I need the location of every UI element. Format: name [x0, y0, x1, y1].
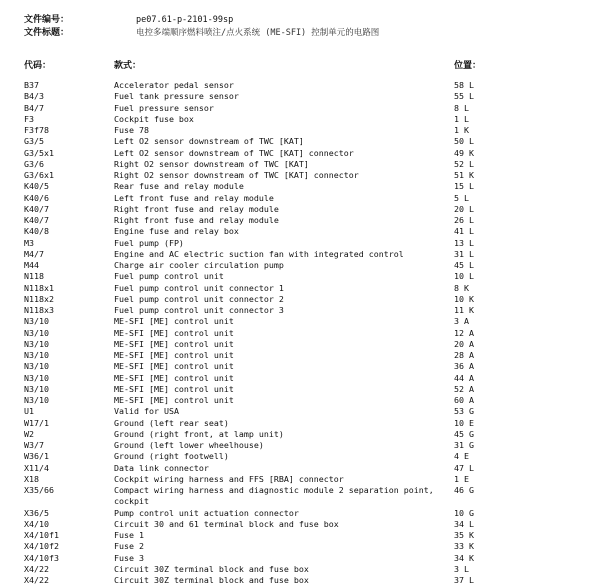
row-code: F3f78	[24, 125, 49, 135]
table-row	[0, 114, 605, 125]
row-position: 1 K	[454, 125, 469, 135]
table-row	[0, 148, 605, 159]
row-position: 50 L	[454, 136, 474, 147]
row-name: Right front fuse and relay module	[114, 203, 279, 214]
table-row	[0, 350, 605, 361]
column-header-name: 款式：	[114, 61, 142, 71]
row-code: N3/10	[24, 361, 49, 372]
row-name: Fuel pump (FP)	[114, 237, 184, 248]
row-code: X4/10f2	[24, 541, 59, 552]
column-header-code: 代码：	[24, 61, 52, 71]
row-position: 3 A	[454, 316, 469, 327]
row-name: Right O2 sensor downstream of TWC [KAT] connector	[114, 170, 359, 180]
table-row	[0, 193, 605, 204]
row-position: 35 K	[454, 530, 474, 540]
row-code: X4/10f1	[24, 530, 59, 540]
row-code: N118x1	[24, 282, 54, 293]
row-code: X18	[24, 473, 39, 484]
row-name: Rear fuse and relay module	[114, 181, 244, 192]
row-position: 20 L	[454, 203, 474, 214]
row-position: 44 A	[454, 372, 474, 383]
row-code: K40/6	[24, 192, 49, 203]
row-code: K40/8	[24, 226, 49, 237]
row-code: X4/10f3	[24, 552, 59, 563]
table-row	[0, 474, 605, 485]
row-name: ME-SFI [ME] control unit	[114, 338, 234, 349]
row-code: M3	[24, 237, 34, 248]
row-name: ME-SFI [ME] control unit	[114, 350, 234, 360]
table-row	[0, 260, 605, 271]
table-row	[0, 181, 605, 192]
row-position: 28 A	[454, 350, 474, 360]
row-position: 49 K	[454, 147, 474, 158]
row-position: 33 K	[454, 541, 474, 552]
row-code: N118x3	[24, 305, 54, 315]
row-position: 52 L	[454, 158, 474, 169]
row-code: W17/1	[24, 417, 49, 428]
row-code: G3/5	[24, 136, 44, 147]
table-row	[0, 249, 605, 260]
row-name: Fuel pump control unit	[114, 271, 224, 282]
table-row	[0, 575, 605, 586]
row-code: X36/5	[24, 507, 49, 518]
row-name: Left O2 sensor downstream of TWC [KAT]	[114, 136, 304, 147]
row-name: Right O2 sensor downstream of TWC [KAT]	[114, 158, 309, 169]
table-row	[0, 283, 605, 294]
row-position: 34 K	[454, 552, 474, 563]
row-position: 58 L	[454, 80, 474, 90]
column-headers	[0, 58, 605, 70]
row-name: Fuse 2	[114, 541, 144, 552]
row-position: 41 L	[454, 226, 474, 237]
table-row	[0, 125, 605, 136]
row-name: Left O2 sensor downstream of TWC [KAT] connector	[114, 147, 354, 158]
file-title-label: 文件标题：	[24, 28, 70, 38]
row-position: 34 L	[454, 518, 474, 529]
row-name: Engine fuse and relay box	[114, 226, 239, 237]
row-name: ME-SFI [ME] control unit	[114, 383, 234, 394]
file-title-value: 电控多端顺序燃料喷注/点火系统 (ME-SFI) 控制单元的电路图	[136, 28, 380, 38]
row-name: Ground (left rear seat)	[114, 417, 229, 428]
row-code: W2	[24, 428, 34, 439]
table-row	[0, 136, 605, 147]
table-row	[0, 91, 605, 102]
table-row	[0, 451, 605, 462]
row-position: 8 K	[454, 282, 469, 293]
row-name: Fuel pump control unit connector 3	[114, 305, 284, 315]
row-code: N3/10	[24, 383, 49, 394]
row-position: 1 E	[454, 473, 469, 484]
row-position: 31 L	[454, 248, 474, 259]
table-row	[0, 406, 605, 417]
row-name: ME-SFI [ME] control unit	[114, 327, 234, 338]
row-position: 51 K	[454, 170, 474, 180]
row-position: 26 L	[454, 215, 474, 225]
row-position: 10 K	[454, 293, 474, 304]
row-position: 8 L	[454, 102, 469, 113]
row-name: ME-SFI [ME] control unit	[114, 395, 234, 405]
table-row	[0, 328, 605, 339]
table-row	[0, 305, 605, 316]
row-code: N118	[24, 271, 44, 282]
row-name: Cockpit fuse box	[114, 113, 194, 124]
row-code: M4/7	[24, 248, 44, 259]
row-position: 1 L	[454, 113, 469, 124]
row-name: Compact wiring harness and diagnostic module 2 separation point, cockpit	[114, 485, 434, 507]
table-row	[0, 215, 605, 226]
row-code: K40/7	[24, 203, 49, 214]
table-row	[0, 440, 605, 451]
row-position: 10 L	[454, 271, 474, 282]
row-position: 45 L	[454, 260, 474, 270]
table-row	[0, 429, 605, 440]
table-row	[0, 463, 605, 474]
table-row	[0, 541, 605, 552]
table-row	[0, 373, 605, 384]
file-number-line	[24, 14, 233, 26]
row-code: X4/10	[24, 518, 49, 529]
table-row	[0, 80, 605, 91]
row-code: B4/7	[24, 102, 44, 113]
row-name: Left front fuse and relay module	[114, 192, 274, 203]
row-position: 46 G	[454, 485, 474, 495]
row-code: G3/6	[24, 158, 44, 169]
row-code: N3/10	[24, 350, 49, 360]
row-name: Right front fuse and relay module	[114, 215, 279, 225]
row-name: Pump control unit actuation connector	[114, 507, 299, 518]
row-code: X4/22	[24, 563, 49, 574]
row-name: Fuel pump control unit connector 2	[114, 293, 284, 304]
row-position: 45 G	[454, 428, 474, 439]
row-position: 37 L	[454, 575, 474, 585]
row-position: 4 E	[454, 451, 469, 462]
row-position: 5 L	[454, 192, 469, 203]
table-row	[0, 238, 605, 249]
row-name: Ground (right footwell)	[114, 451, 229, 462]
row-name: Fuse 1	[114, 530, 144, 540]
row-name: Accelerator pedal sensor	[114, 80, 234, 90]
table-row	[0, 485, 605, 508]
column-header-position: 位置：	[454, 61, 482, 71]
row-name: Fuel tank pressure sensor	[114, 91, 239, 102]
table-row	[0, 204, 605, 215]
table-row	[0, 159, 605, 170]
row-position: 47 L	[454, 462, 474, 473]
row-position: 15 L	[454, 181, 474, 192]
table-row	[0, 418, 605, 429]
row-name: ME-SFI [ME] control unit	[114, 361, 234, 372]
row-code: N3/10	[24, 316, 49, 327]
row-code: W3/7	[24, 440, 44, 450]
row-name: Circuit 30 and 61 terminal block and fuse box	[114, 518, 339, 529]
row-code: X11/4	[24, 462, 49, 473]
file-title-line	[24, 27, 379, 39]
table-row	[0, 361, 605, 372]
row-position: 10 E	[454, 417, 474, 428]
table-row	[0, 553, 605, 564]
file-number-value: pe07.61-p-2101-99sp	[136, 15, 234, 25]
table-row	[0, 519, 605, 530]
table-row	[0, 564, 605, 575]
row-position: 36 A	[454, 361, 474, 372]
component-table	[0, 80, 605, 586]
row-position: 55 L	[454, 91, 474, 102]
row-position: 20 A	[454, 338, 474, 349]
row-position: 31 G	[454, 440, 474, 450]
row-name: Fuel pump control unit connector 1	[114, 282, 284, 293]
row-name: Data link connector	[114, 462, 209, 473]
row-position: 10 G	[454, 507, 474, 518]
row-code: G3/6x1	[24, 170, 54, 180]
row-code: G3/5x1	[24, 147, 54, 158]
row-position: 13 L	[454, 237, 474, 248]
row-name: Circuit 30Z terminal block and fuse box	[114, 575, 309, 585]
row-code: K40/7	[24, 215, 49, 225]
row-code: X35/66	[24, 485, 54, 495]
row-code: N3/10	[24, 327, 49, 338]
row-code: U1	[24, 406, 34, 417]
row-name: Valid for USA	[114, 406, 179, 417]
row-code: K40/5	[24, 181, 49, 192]
row-position: 53 G	[454, 406, 474, 417]
row-position: 60 A	[454, 395, 474, 405]
table-row	[0, 316, 605, 327]
row-code: N118x2	[24, 293, 54, 304]
table-row	[0, 395, 605, 406]
row-position: 3 L	[454, 563, 469, 574]
row-position: 52 A	[454, 383, 474, 394]
table-row	[0, 294, 605, 305]
row-code: W36/1	[24, 451, 49, 462]
row-name: Charge air cooler circulation pump	[114, 260, 284, 270]
table-row	[0, 103, 605, 114]
table-row	[0, 530, 605, 541]
row-code: N3/10	[24, 372, 49, 383]
row-code: B4/3	[24, 91, 44, 102]
table-row	[0, 339, 605, 350]
table-row	[0, 384, 605, 395]
table-row	[0, 271, 605, 282]
row-position: 11 K	[454, 305, 474, 315]
row-code: F3	[24, 113, 34, 124]
row-name: Ground (right front, at lamp unit)	[114, 428, 284, 439]
table-row	[0, 226, 605, 237]
row-name: Ground (left lower wheelhouse)	[114, 440, 264, 450]
row-name: Fuse 3	[114, 552, 144, 563]
row-name: Cockpit wiring harness and FFS [RBA] connector	[114, 473, 344, 484]
row-code: X4/22	[24, 575, 49, 585]
file-number-label: 文件编号：	[24, 15, 70, 25]
row-name: Engine and AC electric suction fan with integrated control	[114, 248, 404, 259]
row-name: ME-SFI [ME] control unit	[114, 316, 234, 327]
row-code: N3/10	[24, 395, 49, 405]
row-name: Circuit 30Z terminal block and fuse box	[114, 563, 309, 574]
row-name: ME-SFI [ME] control unit	[114, 372, 234, 383]
table-row	[0, 508, 605, 519]
row-code: N3/10	[24, 338, 49, 349]
row-position: 12 A	[454, 327, 474, 338]
table-row	[0, 170, 605, 181]
row-code: B37	[24, 80, 39, 90]
row-code: M44	[24, 260, 39, 270]
row-name: Fuel pressure sensor	[114, 102, 214, 113]
row-name: Fuse 78	[114, 125, 149, 135]
